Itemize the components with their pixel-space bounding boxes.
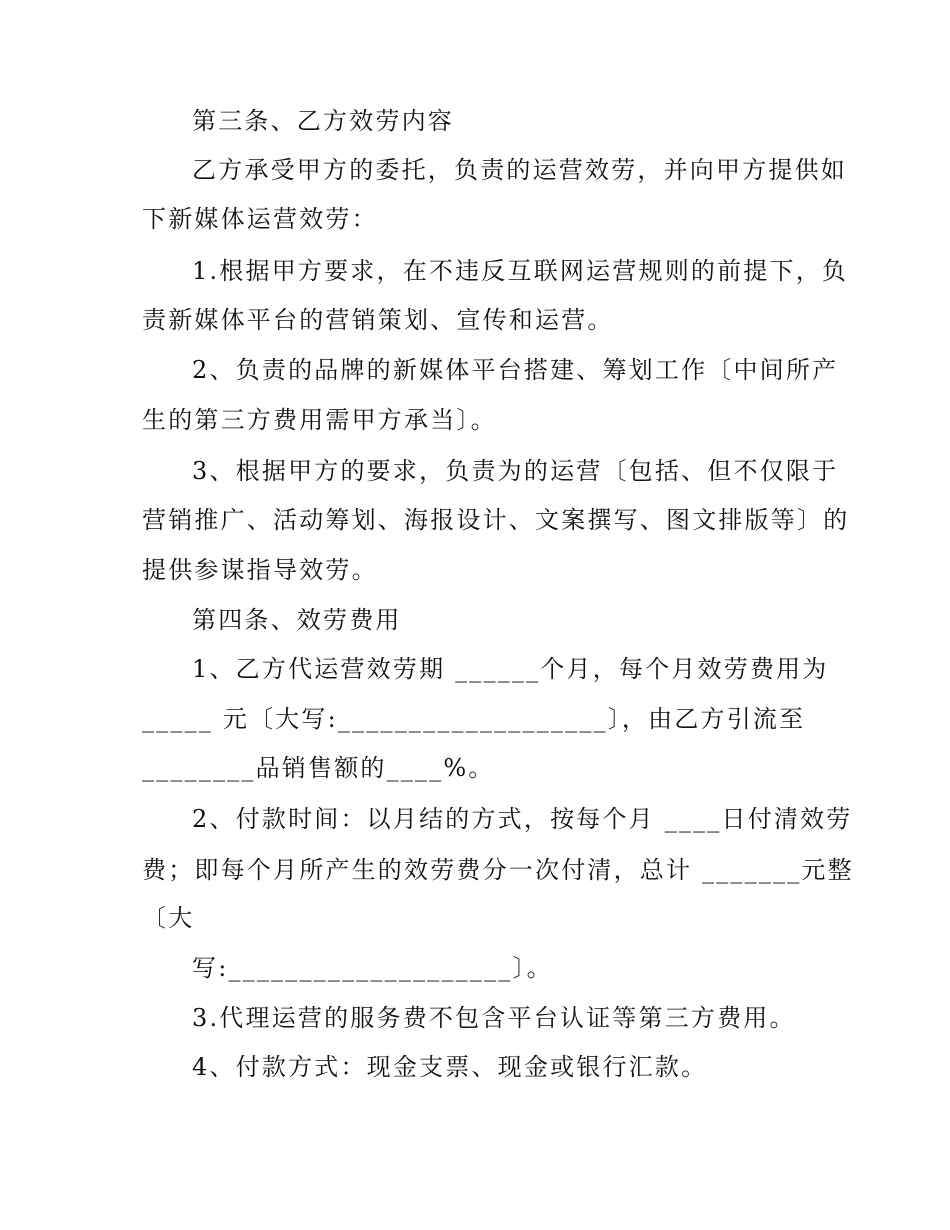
paragraph-line: _____ 元〔大写:___________________〕，由乙方引流至 (142, 705, 806, 733)
paragraph-line: 提供参谋指导效劳。 (142, 556, 378, 584)
paragraph-line: 营销推广、活动筹划、海报设计、文案撰写、图文排版等〕的 (142, 506, 850, 534)
paragraph-line: 3.代理运营的服务费不包含平台认证等第三方费用。 (192, 1004, 796, 1032)
paragraph-line: 2、负责的品牌的新媒体平台搭建、筹划工作〔中间所产 (192, 356, 839, 384)
paragraph-line: ________品销售额的____%。 (142, 754, 495, 782)
paragraph-line: 2、付款时间：以月结的方式，按每个月 ____日付清效劳 (192, 805, 853, 833)
section-heading-3: 第三条、乙方效劳内容 (192, 107, 454, 135)
paragraph-line: 生的第三方费用需甲方承当〕。 (142, 406, 497, 434)
paragraph-line: 下新媒体运营效劳： (142, 205, 378, 233)
paragraph-line: 费；即每个月所产生的效劳费分一次付清，总计 _______元整 (142, 856, 854, 884)
section-heading-4: 第四条、效劳费用 (192, 606, 402, 634)
paragraph-line: 1、乙方代运营效劳期 ______个月，每个月效劳费用为 (192, 655, 829, 683)
paragraph-line: 1.根据甲方要求，在不违反互联网运营规则的前提下，负 (192, 257, 849, 285)
paragraph-line: 3、根据甲方的要求，负责为的运营〔包括、但不仅限于 (192, 457, 839, 485)
paragraph-line: 责新媒体平台的营销策划、宣传和运营。 (142, 306, 614, 334)
paragraph-line: 〔大 (142, 904, 195, 932)
paragraph-line: 4、付款方式：现金支票、现金或银行汇款。 (192, 1053, 708, 1081)
paragraph-line: 写:____________________〕。 (192, 954, 553, 982)
paragraph-line: 乙方承受甲方的委托，负责的运营效劳，并向甲方提供如 (192, 156, 847, 184)
